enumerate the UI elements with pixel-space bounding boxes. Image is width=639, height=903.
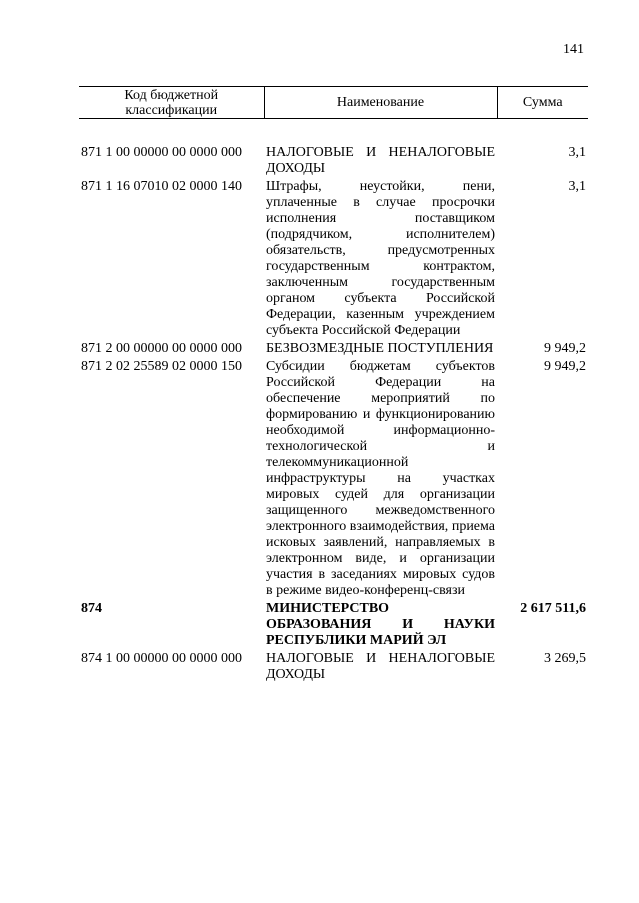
row-code: 871 2 02 25589 02 0000 150: [81, 359, 242, 374]
row-name: МИНИСТЕРСТВО ОБРАЗОВАНИЯ И НАУКИ РЕСПУБЛИКИ МАРИЙ ЭЛ: [266, 601, 495, 648]
header-sum: Сумма: [497, 87, 588, 119]
row-sum: 3,1: [568, 179, 586, 194]
row-sum: 3 269,5: [544, 651, 586, 666]
row-sum: 3,1: [568, 145, 586, 160]
table-row: [79, 651, 588, 685]
table-row: [79, 359, 588, 601]
row-sum: 9 949,2: [544, 359, 586, 374]
row-name: НАЛОГОВЫЕ И НЕНАЛОГОВЫЕ ДОХОДЫ: [266, 145, 495, 176]
table-header-row: [79, 87, 588, 119]
table-row: [79, 179, 588, 341]
table-row: [79, 341, 588, 359]
row-sum: 2 617 511,6: [520, 601, 586, 616]
row-name: БЕЗВОЗМЕЗДНЫЕ ПОСТУПЛЕНИЯ: [266, 341, 494, 356]
row-code: 871 1 16 07010 02 0000 140: [81, 179, 242, 194]
row-code: 874: [81, 601, 102, 616]
header-name: Наименование: [264, 87, 497, 119]
table-spacer-row: [79, 119, 588, 146]
budget-table: [79, 86, 588, 685]
header-code: Код бюджетной классификации: [79, 87, 264, 119]
row-name: НАЛОГОВЫЕ И НЕНАЛОГОВЫЕ ДОХОДЫ: [266, 651, 495, 682]
table-row-ministry: [79, 601, 588, 651]
row-sum: 9 949,2: [544, 341, 586, 356]
row-code: 871 2 00 00000 00 0000 000: [81, 341, 242, 356]
row-code: 871 1 00 00000 00 0000 000: [81, 145, 242, 160]
table-row: [79, 145, 588, 179]
row-name: Субсидии бюджетам субъектов Российской Федерации на обеспечение мероприятий по формированию и функционированию необходимой информационно-технологической и телекоммуникационной инфраструктуры на участках мировых судей для организации защищенного межведомственного электронного взаимодействия, приема исковых заявлений, направляемых в электронном виде, и организации участия в заседаниях мировых судов в режиме видео-конференц-связи: [266, 359, 495, 598]
row-code: 874 1 00 00000 00 0000 000: [81, 651, 242, 666]
page-number: 141: [563, 42, 584, 57]
row-name: Штрафы, неустойки, пени, уплаченные в случае просрочки исполнения поставщиком (подрядчиком, исполнителем) обязательств, предусмотренных государственным контрактом, заключенным государственным органом субъекта Российской Федерации, казенным учреждением субъекта Российской Федерации: [266, 179, 495, 338]
